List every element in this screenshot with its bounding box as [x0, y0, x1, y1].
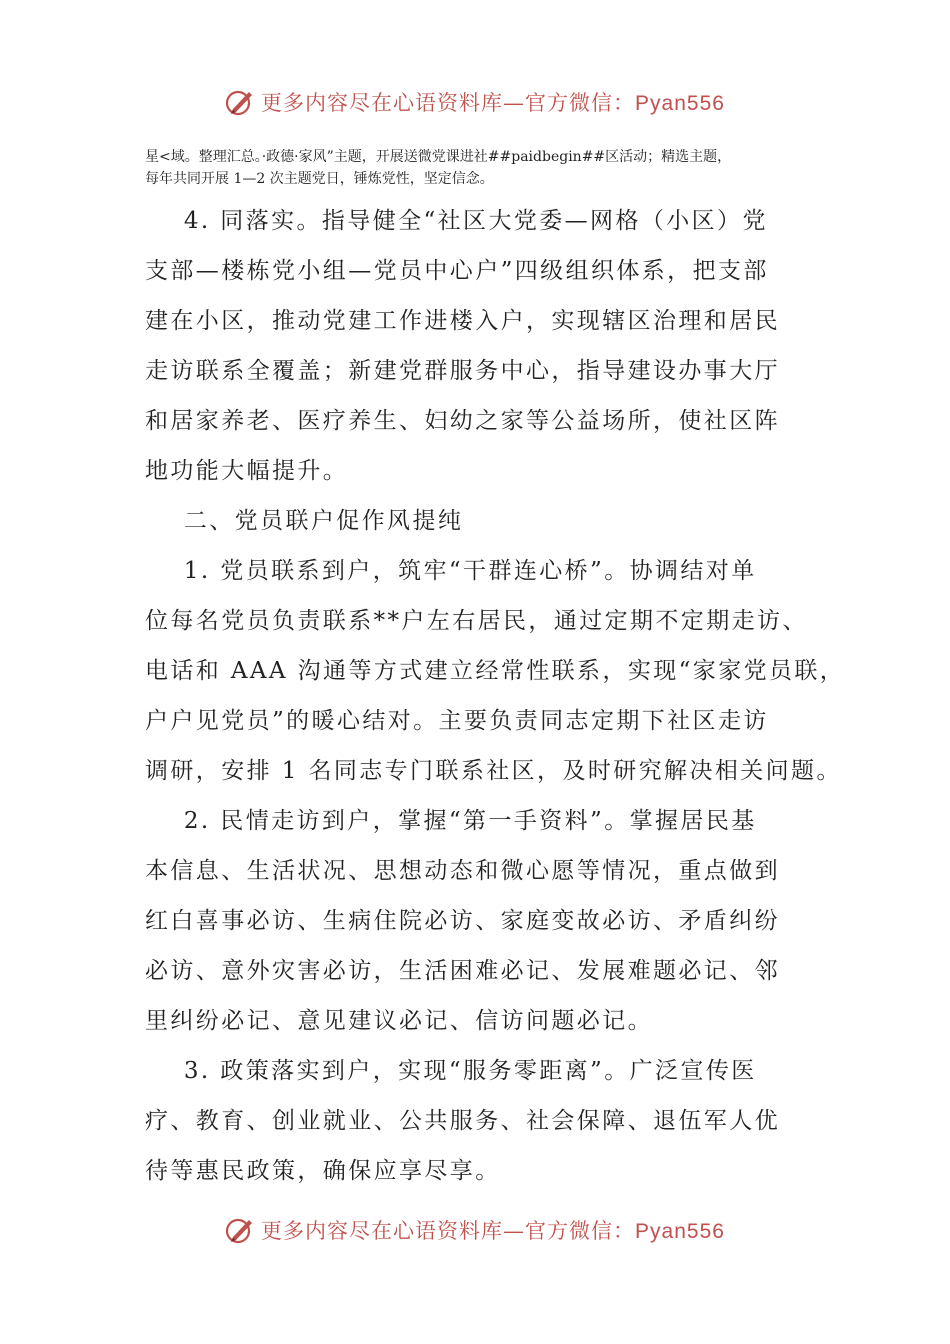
- body-line: 1. 党员联系到户，筑牢“干群连心桥”。协调结对单: [145, 558, 757, 584]
- body-line: 待等惠民政策，确保应享尽享。: [145, 1158, 501, 1184]
- body-line: 和居家养老、医疗养生、妇幼之家等公益场所，使社区阵: [145, 408, 780, 434]
- body-line: 4. 同落实。指导健全“社区大党委—网格（小区）党: [145, 208, 768, 234]
- body-line: 位每名党员负责联系**户左右居民，通过定期不定期走访、: [145, 608, 808, 634]
- body-line: 走访联系全覆盖；新建党群服务中心，指导建设办事大厅: [145, 358, 780, 384]
- body-line: 本信息、生活状况、思想动态和微心愿等情况，重点做到: [145, 858, 780, 884]
- body-line: 必访、意外灾害必访，生活困难必记、发展难题必记、邻: [145, 958, 780, 984]
- pen-logo-icon: [225, 87, 255, 117]
- body-line: 红白喜事必访、生病住院必访、家庭变故必访、矛盾纠纷: [145, 908, 780, 934]
- body-line: 疗、教育、创业就业、公共服务、社会保障、退伍军人优: [145, 1108, 780, 1134]
- body-line: 电话和 AAA 沟通等方式建立经常性联系，实现“家家党员联，: [145, 658, 846, 684]
- body-line: 户户见党员”的暖心结对。主要负责同志定期下社区走访: [145, 708, 769, 734]
- banner-title: 更多内容尽在心语资料库—官方微信：: [261, 91, 636, 115]
- wechat-id: Pyan556: [635, 92, 725, 115]
- body-line: 调研，安排 1 名同志专门联系社区，及时研究解决相关问题。: [145, 758, 842, 784]
- banner-text: [261, 87, 725, 117]
- body-line: 3. 政策落实到户，实现“服务零距离”。广泛宣传医: [145, 1058, 757, 1084]
- fragment-line: 星<域。整理汇总。·政德·家风”主题，开展送微党课进社##paidbegin##区活动；精选主题，: [145, 149, 732, 165]
- body-line: 支部—楼栋党小组—党员中心户”四级组织体系，把支部: [145, 258, 769, 284]
- banner-title: 更多内容尽在心语资料库—官方微信：: [261, 1219, 636, 1243]
- body-line: 建在小区，推动党建工作进楼入户，实现辖区治理和居民: [145, 308, 780, 334]
- wechat-id: Pyan556: [635, 1220, 725, 1243]
- document-body: [145, 196, 846, 1196]
- pen-logo-icon: [225, 1215, 255, 1245]
- header-banner: [0, 82, 950, 122]
- body-line: 2. 民情走访到户，掌握“第一手资料”。掌握居民基: [145, 808, 757, 834]
- body-line: 地功能大幅提升。: [145, 458, 349, 484]
- footer-banner: [0, 1210, 950, 1250]
- body-line: 里纠纷必记、意见建议必记、信访问题必记。: [145, 1008, 653, 1034]
- fragment-text: [145, 146, 835, 190]
- banner-text: [261, 1215, 725, 1245]
- section-heading: 二、党员联户促作风提纯: [145, 508, 464, 534]
- fragment-line: 每年共同开展 1—2 次主题党日，锤炼党性，坚定信念。: [145, 171, 494, 187]
